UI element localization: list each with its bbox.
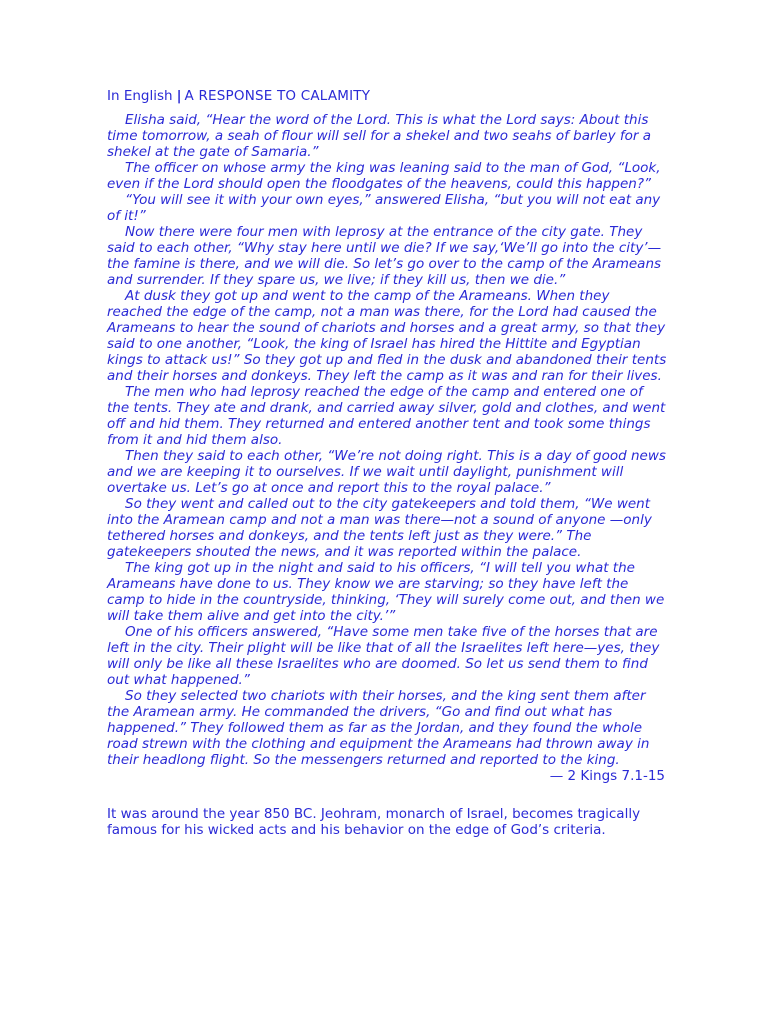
- scripture-passage: [107, 112, 667, 768]
- passage-paragraph: “You will see it with your own eyes,” answered Elisha, “but you will not eat any of it!”: [107, 192, 661, 224]
- passage-paragraph: The officer on whose army the king was leaning said to the man of God, “Look, even if the Lord should open the floodgates of the heavens, could this happen?”: [107, 160, 661, 192]
- document-page: [107, 86, 667, 838]
- language-label: In English: [107, 88, 173, 104]
- passage-paragraph: Now there were four men with leprosy at the entrance of the city gate. They said to each other, “Why stay here until we die? If we say,‘We’ll go into the city’—the famine is there, and we will die. So let’s go over to the camp of the Arameans and surrender. If they spare us, we live; if they kill us, then we die.”: [107, 224, 662, 288]
- scripture-citation: — 2 Kings 7.1-15: [549, 768, 665, 784]
- passage-paragraph: At dusk they got up and went to the camp of the Arameans. When they reached the edge of the camp, not a man was there, for the Lord had caused the Arameans to hear the sound of chariots and horses and a great army, so that they said to one another, “Look, the king of Israel has hired the Hittite and Egyptian kings to attack us!” So they got up and fled in the dusk and abandoned their tents and their horses and donkeys. They left the camp as it was and ran for their lives.: [107, 288, 667, 384]
- passage-paragraph: So they selected two chariots with their horses, and the king sent them after the Aramean army. He commanded the drivers, “Go and find out what has happened.” They followed them as far as the Jordan, and they found the whole road strewn with the clothing and equipment the Arameans had thrown away in their headlong flight. So the messengers returned and reported to the king.: [107, 688, 650, 768]
- passage-paragraph: So they went and called out to the city gatekeepers and told them, “We went into the Aramean camp and not a man was there—not a sound of anyone —only tethered horses and donkeys, and the tents left just as they were.” The gatekeepers shouted the news, and it was reported within the palace.: [107, 496, 652, 560]
- passage-paragraph: Then they said to each other, “We’re not doing right. This is a day of good news and we are keeping it to ourselves. If we wait until daylight, punishment will overtake us. Let’s go at once and report this to the royal palace.”: [107, 448, 666, 496]
- heading-separator: |: [176, 88, 182, 104]
- passage-paragraph: One of his officers answered, “Have some men take five of the horses that are left in the city. Their plight will be like that of all the Israelites left here—yes, they will only be like all these Israelites who are doomed. So let us send them to find out what happened.”: [107, 624, 660, 688]
- passage-paragraph: The men who had leprosy reached the edge of the camp and entered one of the tents. They ate and drank, and carried away silver, gold and clothes, and went off and hid them. They returned and entered another tent and took some things from it and hid them also.: [107, 384, 666, 448]
- commentary-paragraph: It was around the year 850 BC. Jeohram, monarch of Israel, becomes tragically famous for his wicked acts and his behavior on the edge of God’s criteria.: [107, 806, 641, 838]
- section-title: A RESPONSE TO CALAMITY: [184, 88, 371, 104]
- passage-paragraph: The king got up in the night and said to his officers, “I will tell you what the Arameans have done to us. They know we are starving; so they have left the camp to hide in the countryside, thinking, ‘They will surely come out, and then we will take them alive and get into the city.’”: [107, 560, 665, 624]
- section-heading: [107, 86, 667, 106]
- passage-paragraph: Elisha said, “Hear the word of the Lord. This is what the Lord says: About this time tomorrow, a seah of flour will sell for a shekel and two seahs of barley for a shekel at the gate of Samaria.”: [107, 112, 652, 160]
